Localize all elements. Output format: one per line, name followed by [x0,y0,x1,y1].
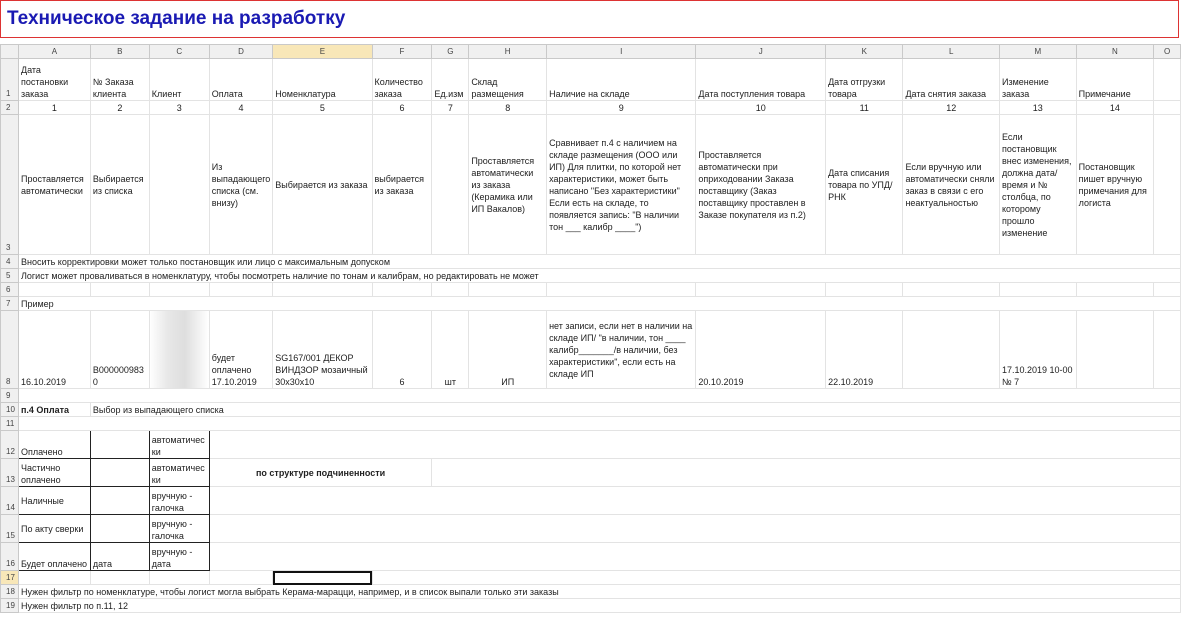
cell-header[interactable]: Дата поступления товара [696,59,826,101]
cell-number[interactable]: 8 [469,101,547,115]
cell-payment-date[interactable] [90,459,149,487]
cell-payment-mode[interactable]: автоматичес ки [149,431,209,459]
column-header-g[interactable]: G [432,45,469,59]
table-row [1,389,1181,403]
cell-description[interactable]: выбирается из заказа [372,115,432,255]
cell-structure-note[interactable]: по структуре подчиненности [209,459,432,487]
cell[interactable] [90,283,149,297]
cell-blurred[interactable] [149,311,209,389]
cell-number[interactable]: 9 [547,101,696,115]
cell-number[interactable]: 13 [1000,101,1077,115]
column-header-a[interactable]: A [18,45,90,59]
row-header[interactable]: 19 [1,599,19,613]
cell-header[interactable]: Дата отгрузки товара [826,59,903,101]
cell-payment-name[interactable]: Наличные [18,487,90,515]
cell-description[interactable]: Выбирается из списка [90,115,149,255]
cell-payment-name[interactable]: По акту сверки [18,515,90,543]
cell[interactable] [90,571,149,585]
table-row [1,417,1181,431]
cell-number[interactable]: 7 [432,101,469,115]
table-row [1,115,1181,255]
cell-header[interactable]: Количество заказа [372,59,432,101]
cell[interactable] [1154,101,1181,115]
row-header[interactable]: 1 [1,59,19,101]
cell[interactable] [696,283,826,297]
column-header-h[interactable]: H [469,45,547,59]
row-header[interactable]: 5 [1,269,19,283]
cell-number[interactable]: 10 [696,101,826,115]
cell-description[interactable]: Дата списания товара по УПД/РНК [826,115,903,255]
row-header[interactable]: 2 [1,101,19,115]
cell-header[interactable]: Изменение заказа [1000,59,1077,101]
cell-description[interactable]: Проставляется автоматически [18,115,90,255]
row-header[interactable]: 16 [1,543,19,571]
cell-number[interactable]: 4 [209,101,273,115]
cell[interactable] [903,283,1000,297]
cell-description[interactable]: Выбирается из заказа [273,115,372,255]
row-header[interactable]: 4 [1,255,19,269]
table-row [1,403,1181,417]
table-row [1,431,1181,459]
cell[interactable] [432,459,1181,487]
cell-note[interactable]: Нужен фильтр по п.11, 12 [18,599,1180,613]
cell-number[interactable]: 11 [826,101,903,115]
cell[interactable] [149,283,209,297]
cell-description[interactable]: Постановщик пишет вручную примечания для логиста [1076,115,1154,255]
spreadsheet-grid [0,44,1181,613]
row-header[interactable]: 11 [1,417,19,431]
table-row [1,515,1181,543]
column-header-e[interactable]: E [273,45,372,59]
cell-number[interactable]: 5 [273,101,372,115]
cell-payment-hint[interactable]: Выбор из выпадающего списка [90,403,1180,417]
cell-note[interactable]: Пример [18,297,1180,311]
column-header-c[interactable]: C [149,45,209,59]
cell-payment-mode[interactable]: вручную - дата [149,543,209,571]
cell[interactable] [372,571,1180,585]
cell[interactable] [903,311,1000,389]
cell-description[interactable]: Если постановщик внес изменения, должна дата/время и № столбца, по которому прошло изменение [1000,115,1077,255]
cell-number[interactable]: 1 [18,101,90,115]
cell[interactable] [273,283,372,297]
cell[interactable] [1154,59,1181,101]
cell-example[interactable]: SG167/001 ДЕКОР ВИНДЗОР мозаичный 30х30х10 [273,311,372,389]
cell-example[interactable]: 22.10.2019 [826,311,903,389]
column-header-n[interactable]: N [1076,45,1154,59]
table-row [1,283,1181,297]
cell[interactable] [18,571,90,585]
cell-example[interactable]: 17.10.2019 10-00 № 7 [1000,311,1077,389]
cell[interactable] [1076,311,1154,389]
cell-header[interactable]: Оплата [209,59,273,101]
row-header[interactable]: 6 [1,283,19,297]
row-header[interactable]: 9 [1,389,19,403]
cell[interactable] [209,543,1180,571]
cell-payment-name[interactable]: Частично оплачено [18,459,90,487]
cell-description[interactable]: Проставляется автоматически при оприходовании Заказа поставщику (Заказ поставщику проставлен в Заказе покупателя из п.2) [696,115,826,255]
row-header[interactable]: 14 [1,487,19,515]
document-title: Техническое задание на разработку [7,8,346,29]
cell-payment-label[interactable]: п.4 Оплата [18,403,90,417]
cell-header[interactable]: Номенклатура [273,59,372,101]
table-row [1,571,1181,585]
cell[interactable] [209,487,1180,515]
row-header[interactable]: 12 [1,431,19,459]
cell[interactable] [826,283,903,297]
cell-payment-date[interactable]: дата [90,543,149,571]
cell-payment-mode[interactable]: вручную - галочка [149,487,209,515]
cell[interactable] [18,389,1180,403]
cell[interactable] [372,283,432,297]
cell[interactable] [1000,283,1077,297]
cell-payment-name[interactable]: Будет оплачено [18,543,90,571]
table-row [1,255,1181,269]
cell-note[interactable]: Нужен фильтр по номенклатуре, чтобы логист могла выбрать Керама-марацци, например, и в список выпали только эти заказы [18,585,1180,599]
column-header-b[interactable]: B [90,45,149,59]
cell[interactable] [18,283,90,297]
column-header-d[interactable]: D [209,45,273,59]
cell-description[interactable] [149,115,209,255]
cell-header[interactable]: № Заказа клиента [90,59,149,101]
cell-description[interactable]: Из выпадающего списка (см. внизу) [209,115,273,255]
cell-example[interactable]: 6 [372,311,432,389]
cell[interactable] [209,283,273,297]
cell-note[interactable]: Вносить корректировки может только постановщик или лицо с максимальным допуском [18,255,1180,269]
active-cell-e17[interactable] [273,571,372,585]
table-row [1,599,1181,613]
row-header[interactable]: 3 [1,115,19,255]
cell-payment-mode[interactable]: автоматичес ки [149,459,209,487]
cell-example[interactable]: будет оплачено 17.10.2019 [209,311,273,389]
cell-example[interactable]: шт [432,311,469,389]
column-header-m[interactable]: M [1000,45,1077,59]
cell[interactable] [1154,311,1181,389]
table-row [1,297,1181,311]
cell-description[interactable]: Проставляется автоматически из заказа (Керамика или ИП Вакалов) [469,115,547,255]
document-title-bar [0,0,1179,38]
cell-header[interactable]: Ед.изм [432,59,469,101]
cell[interactable] [209,431,1180,459]
cell-example[interactable]: 20.10.2019 [696,311,826,389]
table-row [1,59,1181,101]
cell-header[interactable]: Наличие на складе [547,59,696,101]
cell-number[interactable]: 3 [149,101,209,115]
row-header[interactable]: 8 [1,311,19,389]
select-all-corner[interactable] [1,45,19,59]
row-header[interactable]: 7 [1,297,19,311]
cell-number[interactable]: 14 [1076,101,1154,115]
column-header-row [1,45,1181,59]
cell-description[interactable]: Если вручную или автоматически сняли заказ в связи с его неактуальностью [903,115,1000,255]
column-header-j[interactable]: J [696,45,826,59]
cell-number[interactable]: 12 [903,101,1000,115]
column-header-f[interactable]: F [372,45,432,59]
cell-payment-name[interactable]: Оплачено [18,431,90,459]
cell-header[interactable]: Дата постановки заказа [18,59,90,101]
cell-description[interactable] [432,115,469,255]
row-header[interactable]: 18 [1,585,19,599]
cell-payment-date[interactable] [90,431,149,459]
cell[interactable] [469,283,547,297]
table-row [1,269,1181,283]
cell-number[interactable]: 2 [90,101,149,115]
cell-header[interactable]: Примечание [1076,59,1154,101]
column-header-l[interactable]: L [903,45,1000,59]
row-header[interactable]: 17 [1,571,19,585]
cell-header[interactable]: Дата снятия заказа [903,59,1000,101]
cell[interactable] [209,515,1180,543]
row-header[interactable]: 15 [1,515,19,543]
cell-header[interactable]: Клиент [149,59,209,101]
cell-example[interactable]: нет записи, если нет в наличии на складе ИП/ "в наличии, тон ____ калибр_______/в наличии, без характеристики", если есть на складе ИП [547,311,696,389]
cell-number[interactable]: 6 [372,101,432,115]
column-header-k[interactable]: K [826,45,903,59]
table-row [1,101,1181,115]
cell-payment-date[interactable] [90,487,149,515]
cell-example[interactable]: ИП [469,311,547,389]
table-row [1,459,1181,487]
row-header[interactable]: 10 [1,403,19,417]
table-row [1,585,1181,599]
column-header-o[interactable]: O [1154,45,1181,59]
cell-note[interactable]: Логист может проваливаться в номенклатуру, чтобы посмотреть наличие по тонам и калибрам, но редактировать не может [18,269,1180,283]
cell[interactable] [149,571,209,585]
cell[interactable] [547,283,696,297]
cell-description[interactable]: Сравнивает п.4 с наличием на складе размещения (ООО или ИП) Для плитки, по которой нет характеристики, может быть написано "Без характеристики" Если есть на складе, то появляется запись: "В наличии тон ___ калибр ____") [547,115,696,255]
cell[interactable] [1076,283,1154,297]
cell[interactable] [18,417,1180,431]
table-row [1,543,1181,571]
row-header[interactable]: 13 [1,459,19,487]
table-row [1,311,1181,389]
cell[interactable] [432,283,469,297]
cell-example[interactable]: 16.10.2019 [18,311,90,389]
cell-payment-mode[interactable]: вручную - галочка [149,515,209,543]
cell-payment-date[interactable] [90,515,149,543]
table-row [1,487,1181,515]
cell[interactable] [1154,283,1181,297]
cell[interactable] [1154,115,1181,255]
cell[interactable] [209,571,273,585]
column-header-i[interactable]: I [547,45,696,59]
cell-header[interactable]: Склад размещения [469,59,547,101]
cell-example[interactable]: В000000983 0 [90,311,149,389]
